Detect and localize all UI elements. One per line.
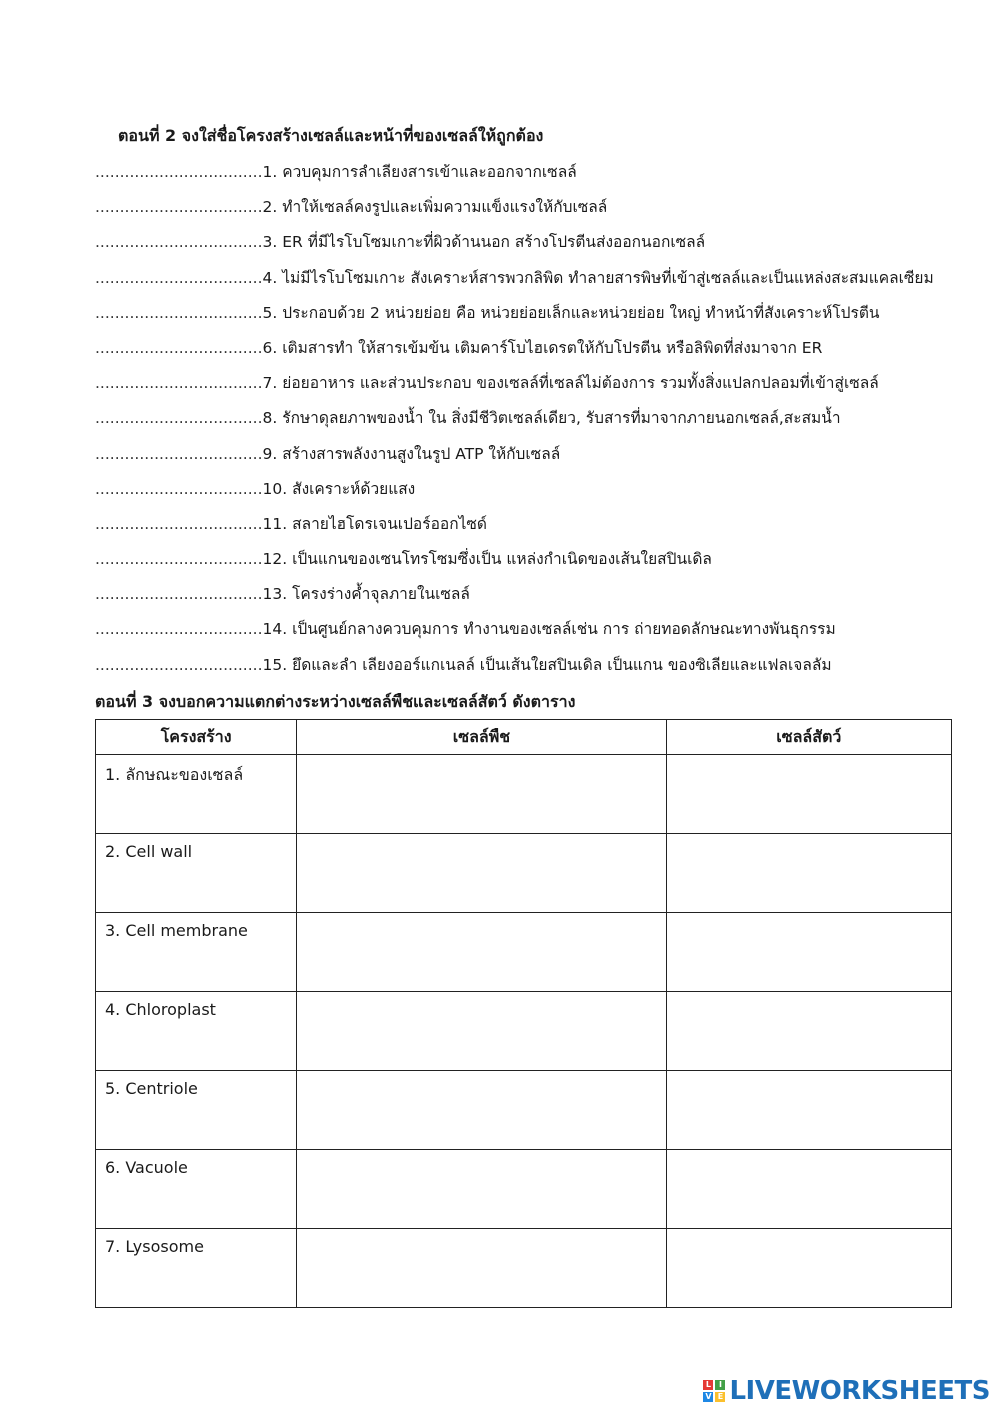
question-text: 13. โครงร่างค้ำจุลภายในเซลล์ [262, 585, 470, 604]
question-text: 12. เป็นแกนของเซนโทรโซมซึ่งเป็น แหล่งกำเนิดของเส้นใยสปินเดิล [262, 550, 712, 569]
question-text: 14. เป็นศูนย์กลางควบคุมการ ทำงานของเซลล์เช่น การ ถ่ายทอดลักษณะทางพันธุกรรม [262, 620, 836, 639]
question-item [95, 334, 975, 369]
animal-cell-answer[interactable] [666, 1150, 951, 1229]
logo-text: LIVEWORKSHEETS [729, 1376, 990, 1406]
question-item [95, 545, 975, 580]
plant-cell-answer[interactable] [297, 1150, 666, 1229]
animal-cell-answer[interactable] [666, 755, 951, 834]
row-label: 7. Lysosome [96, 1229, 297, 1308]
question-item [95, 158, 975, 193]
answer-blank[interactable]: .................................. [95, 198, 263, 217]
question-item [95, 193, 975, 228]
part2-question-list [95, 158, 975, 686]
question-item [95, 299, 975, 334]
plant-cell-answer[interactable] [297, 1229, 666, 1308]
question-text: 6. เติมสารทำ ให้สารเข้มข้น เติมคาร์โบไฮเดรตให้กับโปรตีน หรือลิพิดที่ส่งมาจาก ER [262, 338, 823, 357]
animal-cell-answer[interactable] [666, 913, 951, 992]
animal-cell-answer[interactable] [666, 992, 951, 1071]
question-item [95, 615, 975, 650]
answer-blank[interactable]: .................................. [95, 585, 263, 604]
table-row [96, 1071, 952, 1150]
animal-cell-answer[interactable] [666, 834, 951, 913]
table-row [96, 992, 952, 1071]
header-structure: โครงสร้าง [96, 720, 297, 755]
header-animal-cell: เซลล์สัตว์ [666, 720, 951, 755]
table-row [96, 755, 952, 834]
table-row [96, 913, 952, 992]
answer-blank[interactable]: .................................. [95, 338, 263, 357]
question-text: 3. ER ที่มีไรโบโซมเกาะที่ผิวด้านนอก สร้างโปรตีนส่งออกนอกเซลล์ [262, 233, 706, 252]
question-item [95, 651, 975, 686]
answer-blank[interactable]: .................................. [95, 409, 263, 428]
answer-blank[interactable]: .................................. [95, 268, 263, 287]
answer-blank[interactable]: .................................. [95, 479, 263, 498]
animal-cell-answer[interactable] [666, 1071, 951, 1150]
plant-cell-answer[interactable] [297, 1071, 666, 1150]
table-header-row [96, 720, 952, 755]
answer-blank[interactable]: .................................. [95, 620, 263, 639]
answer-blank[interactable]: .................................. [95, 655, 263, 674]
question-text: 10. สังเคราะห์ด้วยแสง [262, 479, 416, 498]
animal-cell-answer[interactable] [666, 1229, 951, 1308]
answer-blank[interactable]: .................................. [95, 514, 263, 533]
question-text: 4. ไม่มีไรโบโซมเกาะ สังเคราะห์สารพวกลิพิด ทำลายสารพิษที่เข้าสู่เซลล์และเป็นแหล่งสะสมแคลเซียม [262, 268, 934, 287]
logo-mark-letter: I [715, 1380, 725, 1390]
plant-cell-answer[interactable] [297, 992, 666, 1071]
comparison-table [95, 719, 952, 1308]
part2-title: ตอนที่ 2 จงใส่ชื่อโครงสร้างเซลล์และหน้าที่ของเซลล์ให้ถูกต้อง [118, 126, 544, 145]
part3-title: ตอนที่ 3 จงบอกความแตกต่างระหว่างเซลล์พืชและเซลล์สัตว์ ดังตาราง [95, 692, 576, 711]
table-row [96, 834, 952, 913]
table-row [96, 1150, 952, 1229]
logo-mark-letter: V [705, 1392, 712, 1401]
header-plant-cell: เซลล์พืช [297, 720, 666, 755]
question-text: 9. สร้างสารพลังงานสูงในรูป ATP ให้กับเซลล์ [262, 444, 561, 463]
question-item [95, 440, 975, 475]
table-row [96, 1229, 952, 1308]
question-text: 15. ยึดและลำ เลียงออร์แกเนลล์ เป็นเส้นใยสปินเดิล เป็นแกน ของซิเลียและแฟลเจลลัม [262, 655, 832, 674]
answer-blank[interactable]: .................................. [95, 374, 263, 393]
question-text: 8. รักษาดุลยภาพของน้ำ ใน สิ่งมีชีวิตเซลล์เดียว, รับสารที่มาจากภายนอกเซลล์,สะสมน้ำ [262, 409, 841, 428]
plant-cell-answer[interactable] [297, 913, 666, 992]
question-text: 1. ควบคุมการลำเลียงสารเข้าและออกจากเซลล์ [262, 163, 577, 181]
question-text: 11. สลายไฮโดรเจนเปอร์ออกไซด์ [262, 514, 487, 533]
question-item [95, 264, 975, 299]
plant-cell-answer[interactable] [297, 755, 666, 834]
row-label: 3. Cell membrane [96, 913, 297, 992]
logo-mark-letter: L [703, 1380, 713, 1390]
question-text: 5. ประกอบด้วย 2 หน่วยย่อย คือ หน่วยย่อยเล็กและหน่วยย่อย ใหญ่ ทำหน้าที่สังเคราะห์โปรตีน [262, 303, 880, 322]
question-item [95, 475, 975, 510]
logo-mark-letter: E [715, 1392, 725, 1402]
row-label: 6. Vacuole [96, 1150, 297, 1229]
answer-blank[interactable]: .................................. [95, 444, 263, 463]
question-item [95, 228, 975, 263]
question-item [95, 404, 975, 439]
question-item [95, 580, 975, 615]
answer-blank[interactable]: .................................. [95, 303, 263, 322]
logo-mark-icon [703, 1380, 725, 1402]
answer-blank[interactable]: .................................. [95, 233, 263, 252]
question-item [95, 369, 975, 404]
question-item [95, 510, 975, 545]
answer-blank[interactable]: .................................. [95, 550, 263, 569]
question-text: 7. ย่อยอาหาร และส่วนประกอบ ของเซลล์ที่เซลล์ไม่ต้องการ รวมทั้งสิ่งแปลกปลอมที่เข้าสู่เซลล์ [262, 374, 879, 393]
row-label: 4. Chloroplast [96, 992, 297, 1071]
answer-blank[interactable]: .................................. [95, 163, 263, 181]
plant-cell-answer[interactable] [297, 834, 666, 913]
liveworksheets-logo [703, 1373, 990, 1409]
row-label: 1. ลักษณะของเซลล์ [96, 755, 297, 834]
question-text: 2. ทำให้เซลล์คงรูปและเพิ่มความแข็งแรงให้กับเซลล์ [262, 198, 608, 217]
row-label: 2. Cell wall [96, 834, 297, 913]
row-label: 5. Centriole [96, 1071, 297, 1150]
